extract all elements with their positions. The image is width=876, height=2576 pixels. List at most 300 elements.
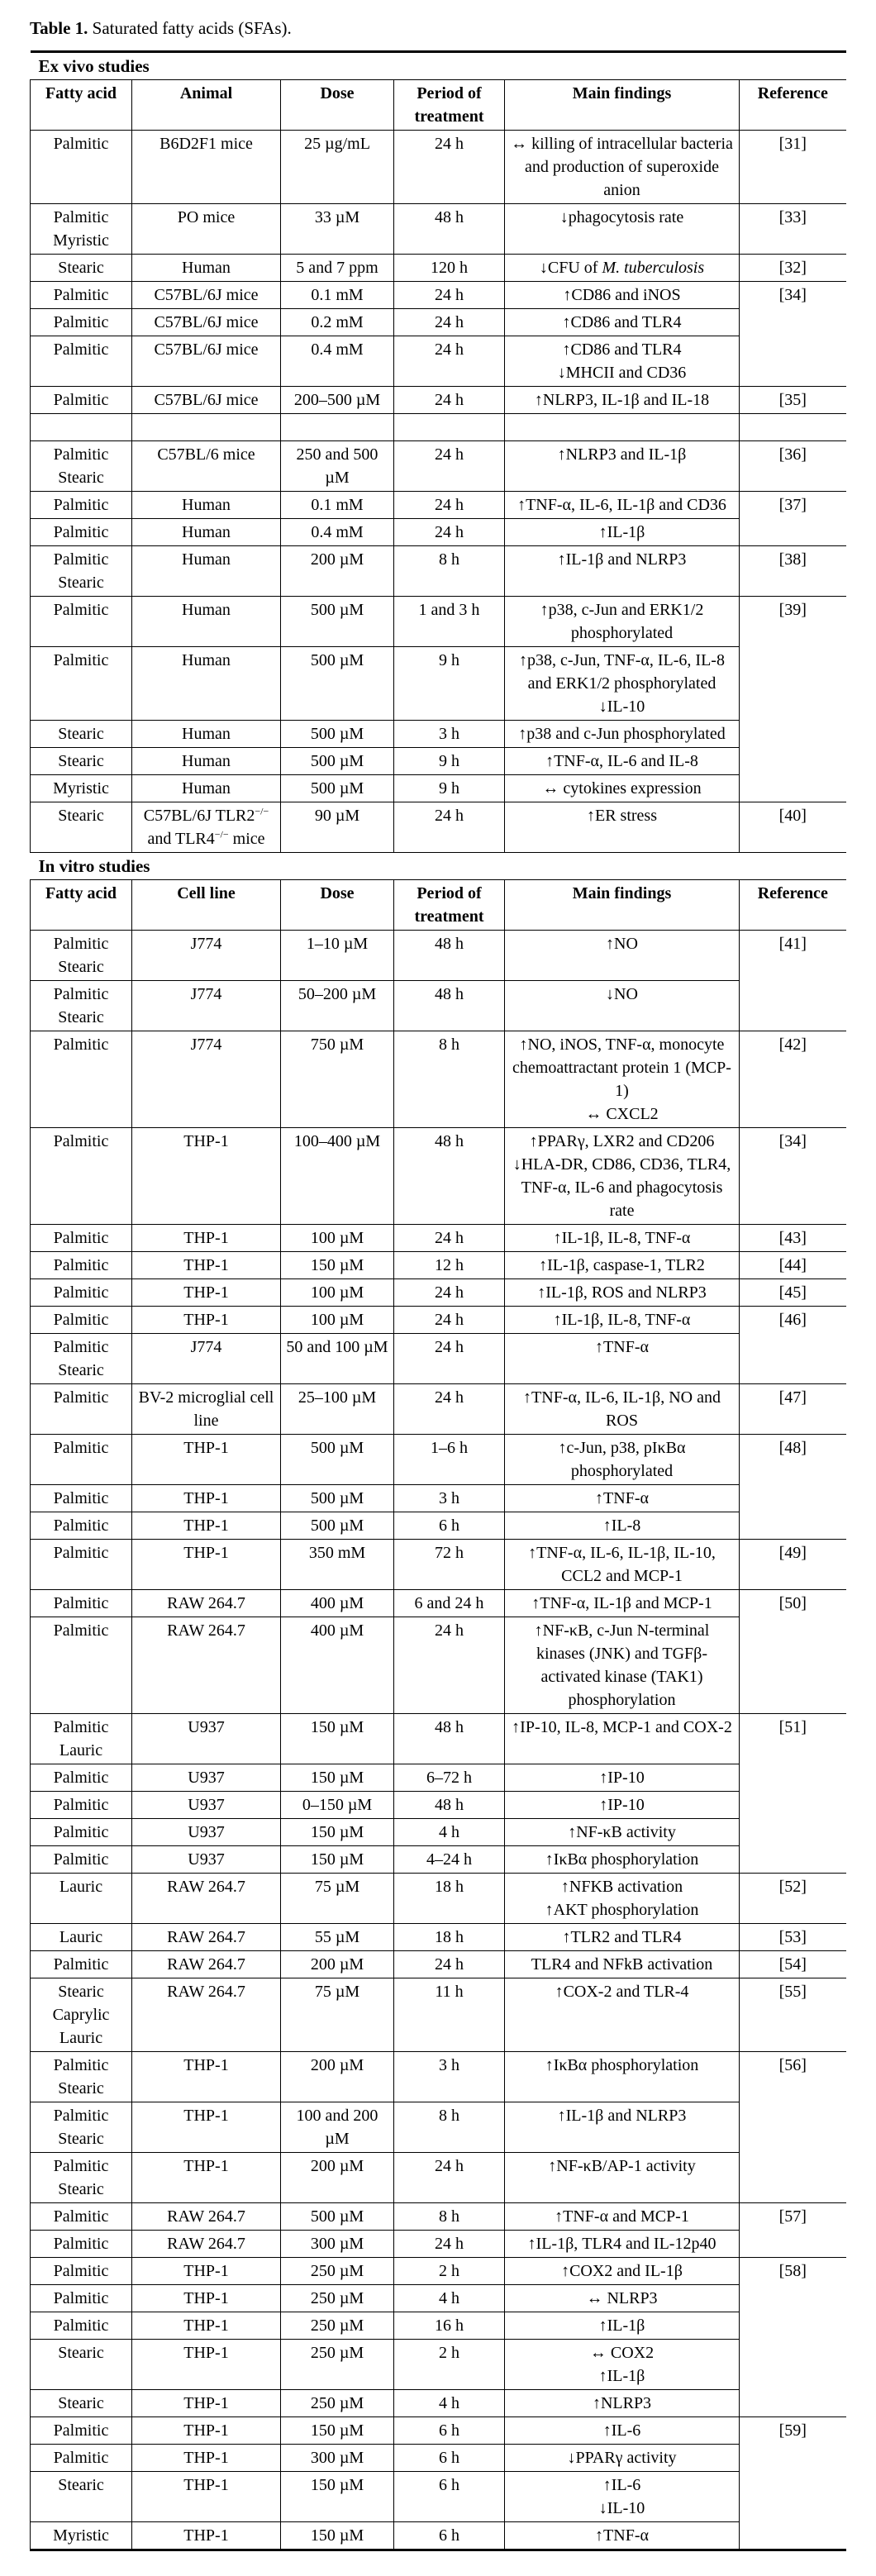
cell-fatty-acid: Palmitic bbox=[31, 2231, 132, 2258]
cell-dose: 200 µM bbox=[281, 2153, 394, 2203]
cell-subject: RAW 264.7 bbox=[132, 2203, 281, 2231]
cell-fatty-acid: Palmitic Stearic bbox=[31, 441, 132, 492]
cell-fatty-acid: Palmitic bbox=[31, 1485, 132, 1512]
cell-subject: C57BL/6J TLR2−/− and TLR4−/− mice bbox=[132, 802, 281, 853]
cell-findings: ↓PPARγ activity bbox=[505, 2445, 740, 2472]
cell-period: 6 h bbox=[394, 2472, 505, 2522]
cell-fatty-acid: Palmitic Stearic bbox=[31, 1334, 132, 1384]
table-row bbox=[31, 1617, 846, 1714]
cell-period: 9 h bbox=[394, 775, 505, 802]
cell-dose: 50–200 µM bbox=[281, 981, 394, 1031]
table-row bbox=[31, 1978, 846, 2052]
table-row bbox=[31, 255, 846, 282]
cell-dose: 150 µM bbox=[281, 1764, 394, 1792]
cell-reference: [43] bbox=[740, 1225, 846, 1252]
cell-findings: ↑IL-1β, ROS and NLRP3 bbox=[505, 1279, 740, 1307]
cell-fatty-acid: Palmitic Stearic bbox=[31, 546, 132, 597]
cell-reference: [58] bbox=[740, 2258, 846, 2417]
cell-dose: 300 µM bbox=[281, 2231, 394, 2258]
col-header-cell-line: Cell line bbox=[132, 880, 281, 931]
cell-dose: 50 and 100 µM bbox=[281, 1334, 394, 1384]
cell-subject: THP-1 bbox=[132, 2472, 281, 2522]
cell-findings: ↑TNF-α, IL-6, IL-1β, IL-10, CCL2 and MCP-1 bbox=[505, 1540, 740, 1590]
table-row bbox=[31, 2417, 846, 2445]
table-row bbox=[31, 1334, 846, 1384]
cell-fatty-acid: Stearic bbox=[31, 802, 132, 853]
cell-dose: 150 µM bbox=[281, 1714, 394, 1764]
cell-findings: ↑IL-1β bbox=[505, 519, 740, 546]
cell-fatty-acid: Palmitic bbox=[31, 1846, 132, 1874]
cell-subject: U937 bbox=[132, 1792, 281, 1819]
cell-findings: ↑TNF-α and MCP-1 bbox=[505, 2203, 740, 2231]
cell-dose: 150 µM bbox=[281, 1846, 394, 1874]
cell-reference: [55] bbox=[740, 1978, 846, 2052]
cell-subject: C57BL/6J mice bbox=[132, 336, 281, 387]
cell-period: 48 h bbox=[394, 931, 505, 981]
cell-fatty-acid: Palmitic bbox=[31, 336, 132, 387]
cell-subject: Human bbox=[132, 721, 281, 748]
table-row bbox=[31, 1540, 846, 1590]
cell-findings: ↑IP-10 bbox=[505, 1764, 740, 1792]
cell-fatty-acid: Lauric bbox=[31, 1924, 132, 1951]
cell-dose: 500 µM bbox=[281, 1485, 394, 1512]
cell-findings: ↑IL-1β and NLRP3 bbox=[505, 546, 740, 597]
cell-period: 24 h bbox=[394, 387, 505, 414]
cell-fatty-acid: Palmitic bbox=[31, 131, 132, 204]
cell-subject: THP-1 bbox=[132, 2390, 281, 2417]
cell-subject: THP-1 bbox=[132, 2258, 281, 2285]
table-row bbox=[31, 309, 846, 336]
cell-fatty-acid: Palmitic Stearic bbox=[31, 2153, 132, 2203]
cell-findings: ↑NF-κB/AP-1 activity bbox=[505, 2153, 740, 2203]
col-header-fatty-acid: Fatty acid bbox=[31, 80, 132, 131]
cell-reference: [49] bbox=[740, 1540, 846, 1590]
cell-fatty-acid: Palmitic bbox=[31, 1764, 132, 1792]
cell-period: 12 h bbox=[394, 1252, 505, 1279]
col-header-fatty-acid: Fatty acid bbox=[31, 880, 132, 931]
table-row bbox=[31, 775, 846, 802]
cell-period: 72 h bbox=[394, 1540, 505, 1590]
table-row bbox=[31, 2052, 846, 2102]
cell-subject: B6D2F1 mice bbox=[132, 131, 281, 204]
cell-dose: 500 µM bbox=[281, 721, 394, 748]
cell-subject: C57BL/6J mice bbox=[132, 387, 281, 414]
cell-dose: 25 µg/mL bbox=[281, 131, 394, 204]
cell-findings: ↑CD86 and TLR4 ↓MHCII and CD36 bbox=[505, 336, 740, 387]
table-row bbox=[31, 1792, 846, 1819]
cell-fatty-acid bbox=[31, 414, 132, 441]
cell-findings: ↑ER stress bbox=[505, 802, 740, 853]
cell-dose: 75 µM bbox=[281, 1978, 394, 2052]
cell-subject: THP-1 bbox=[132, 1435, 281, 1485]
cell-period: 18 h bbox=[394, 1874, 505, 1924]
table-row bbox=[31, 414, 846, 441]
cell-findings: TLR4 and NFkB activation bbox=[505, 1951, 740, 1978]
cell-fatty-acid: Palmitic bbox=[31, 282, 132, 309]
cell-fatty-acid: Palmitic bbox=[31, 1031, 132, 1128]
cell-period: 24 h bbox=[394, 131, 505, 204]
cell-reference: [52] bbox=[740, 1874, 846, 1924]
cell-dose: 500 µM bbox=[281, 1435, 394, 1485]
cell-reference: [34] bbox=[740, 1128, 846, 1225]
cell-subject: Human bbox=[132, 492, 281, 519]
cell-period: 1 and 3 h bbox=[394, 597, 505, 647]
cell-period: 18 h bbox=[394, 1924, 505, 1951]
cell-findings: ↓phagocytosis rate bbox=[505, 204, 740, 255]
cell-subject: Human bbox=[132, 775, 281, 802]
cell-subject: U937 bbox=[132, 1846, 281, 1874]
col-header-main-findings: Main findings bbox=[505, 80, 740, 131]
cell-dose: 0.1 mM bbox=[281, 492, 394, 519]
cell-period: 24 h bbox=[394, 441, 505, 492]
cell-period: 24 h bbox=[394, 1225, 505, 1252]
table-row bbox=[31, 1031, 846, 1128]
cell-fatty-acid: Palmitic bbox=[31, 309, 132, 336]
cell-period: 4–24 h bbox=[394, 1846, 505, 1874]
cell-subject: Human bbox=[132, 255, 281, 282]
cell-reference: [42] bbox=[740, 1031, 846, 1128]
cell-fatty-acid: Palmitic bbox=[31, 1128, 132, 1225]
cell-period bbox=[394, 414, 505, 441]
cell-period: 6 h bbox=[394, 1512, 505, 1540]
cell-period: 24 h bbox=[394, 2231, 505, 2258]
cell-fatty-acid: Palmitic bbox=[31, 1384, 132, 1435]
cell-findings: ↑IL-1β, caspase-1, TLR2 bbox=[505, 1252, 740, 1279]
cell-findings: ↑NLRP3, IL-1β and IL-18 bbox=[505, 387, 740, 414]
cell-fatty-acid: Palmitic bbox=[31, 647, 132, 721]
cell-subject: Human bbox=[132, 647, 281, 721]
cell-subject: Human bbox=[132, 748, 281, 775]
cell-fatty-acid: Palmitic Stearic bbox=[31, 981, 132, 1031]
cell-subject: THP-1 bbox=[132, 1279, 281, 1307]
table-row bbox=[31, 1714, 846, 1764]
cell-findings: ↑NF-κB activity bbox=[505, 1819, 740, 1846]
table-row bbox=[31, 1590, 846, 1617]
col-header-reference: Reference bbox=[740, 880, 846, 931]
cell-findings: ↑IL-1β bbox=[505, 2312, 740, 2340]
cell-dose: 100 µM bbox=[281, 1225, 394, 1252]
cell-dose: 200 µM bbox=[281, 546, 394, 597]
cell-findings: ↑NFKB activation ↑AKT phosphorylation bbox=[505, 1874, 740, 1924]
cell-reference: [53] bbox=[740, 1924, 846, 1951]
cell-dose: 200 µM bbox=[281, 2052, 394, 2102]
cell-period: 48 h bbox=[394, 1792, 505, 1819]
cell-findings: ↑TNF-α, IL-6, IL-1β and CD36 bbox=[505, 492, 740, 519]
cell-subject: RAW 264.7 bbox=[132, 2231, 281, 2258]
cell-fatty-acid: Palmitic bbox=[31, 2312, 132, 2340]
cell-findings: ↑NF-κB, c-Jun N-terminal kinases (JNK) and TGFβ-activated kinase (TAK1) phosphorylation bbox=[505, 1617, 740, 1714]
cell-period: 4 h bbox=[394, 2285, 505, 2312]
table-row bbox=[31, 2285, 846, 2312]
section-header-ex-vivo-studies: Ex vivo studies bbox=[31, 52, 846, 80]
cell-period: 3 h bbox=[394, 2052, 505, 2102]
cell-dose: 500 µM bbox=[281, 1512, 394, 1540]
cell-dose: 500 µM bbox=[281, 597, 394, 647]
cell-fatty-acid: Stearic bbox=[31, 748, 132, 775]
cell-dose bbox=[281, 414, 394, 441]
cell-fatty-acid: Palmitic Stearic bbox=[31, 931, 132, 981]
cell-subject: J774 bbox=[132, 1031, 281, 1128]
table-row bbox=[31, 2472, 846, 2522]
cell-period: 6 h bbox=[394, 2445, 505, 2472]
table-row bbox=[31, 1924, 846, 1951]
cell-subject: THP-1 bbox=[132, 1485, 281, 1512]
cell-fatty-acid: Stearic bbox=[31, 2390, 132, 2417]
cell-findings: ↔ cytokines expression bbox=[505, 775, 740, 802]
cell-period: 6–72 h bbox=[394, 1764, 505, 1792]
cell-findings: ↑IP-10 bbox=[505, 1792, 740, 1819]
cell-reference: [50] bbox=[740, 1590, 846, 1714]
cell-subject: RAW 264.7 bbox=[132, 1590, 281, 1617]
cell-period: 8 h bbox=[394, 1031, 505, 1128]
header-row-ex-vivo-studies bbox=[31, 80, 846, 131]
cell-findings: ↑p38, c-Jun, TNF-α, IL-6, IL-8 and ERK1/2 phosphorylated ↓IL-10 bbox=[505, 647, 740, 721]
cell-subject: Human bbox=[132, 519, 281, 546]
cell-findings: ↑TLR2 and TLR4 bbox=[505, 1924, 740, 1951]
cell-findings: ↑IκBα phosphorylation bbox=[505, 1846, 740, 1874]
cell-findings: ↑c-Jun, p38, pIκBα phosphorylated bbox=[505, 1435, 740, 1485]
table-row bbox=[31, 1485, 846, 1512]
cell-fatty-acid: Stearic Caprylic Lauric bbox=[31, 1978, 132, 2052]
cell-period: 48 h bbox=[394, 204, 505, 255]
cell-findings: ↑IL-1β, TLR4 and IL-12p40 bbox=[505, 2231, 740, 2258]
cell-subject: RAW 264.7 bbox=[132, 1924, 281, 1951]
cell-fatty-acid: Palmitic bbox=[31, 1819, 132, 1846]
cell-findings: ↓NO bbox=[505, 981, 740, 1031]
cell-fatty-acid: Palmitic bbox=[31, 1792, 132, 1819]
cell-reference: [46] bbox=[740, 1307, 846, 1384]
cell-dose: 100 µM bbox=[281, 1307, 394, 1334]
cell-period: 120 h bbox=[394, 255, 505, 282]
cell-dose: 350 mM bbox=[281, 1540, 394, 1590]
cell-period: 48 h bbox=[394, 981, 505, 1031]
cell-period: 8 h bbox=[394, 2102, 505, 2153]
cell-period: 48 h bbox=[394, 1714, 505, 1764]
section-row-ex-vivo-studies bbox=[31, 52, 846, 80]
cell-dose: 25–100 µM bbox=[281, 1384, 394, 1435]
cell-subject: C57BL/6J mice bbox=[132, 309, 281, 336]
cell-subject: C57BL/6 mice bbox=[132, 441, 281, 492]
cell-findings: ↑NLRP3 bbox=[505, 2390, 740, 2417]
table-row bbox=[31, 802, 846, 853]
cell-dose: 250 µM bbox=[281, 2390, 394, 2417]
table-row bbox=[31, 131, 846, 204]
cell-fatty-acid: Palmitic Myristic bbox=[31, 204, 132, 255]
cell-reference: [31] bbox=[740, 131, 846, 204]
cell-fatty-acid: Palmitic bbox=[31, 1512, 132, 1540]
cell-dose: 1–10 µM bbox=[281, 931, 394, 981]
cell-period: 6 h bbox=[394, 2417, 505, 2445]
cell-period: 24 h bbox=[394, 2153, 505, 2203]
cell-fatty-acid: Palmitic bbox=[31, 1252, 132, 1279]
cell-reference: [47] bbox=[740, 1384, 846, 1435]
cell-subject: RAW 264.7 bbox=[132, 1978, 281, 2052]
cell-dose: 200 µM bbox=[281, 1951, 394, 1978]
table-row bbox=[31, 2522, 846, 2550]
cell-findings bbox=[505, 414, 740, 441]
cell-findings: ↑TNF-α bbox=[505, 1334, 740, 1384]
cell-findings: ↑TNF-α, IL-6 and IL-8 bbox=[505, 748, 740, 775]
table-row bbox=[31, 1874, 846, 1924]
table-row bbox=[31, 282, 846, 309]
cell-dose: 100 µM bbox=[281, 1279, 394, 1307]
cell-period: 24 h bbox=[394, 1384, 505, 1435]
cell-fatty-acid: Palmitic bbox=[31, 1951, 132, 1978]
table-row bbox=[31, 1252, 846, 1279]
cell-findings: ↔ COX2 ↑IL-1β bbox=[505, 2340, 740, 2390]
cell-subject: Human bbox=[132, 597, 281, 647]
cell-period: 24 h bbox=[394, 1951, 505, 1978]
table-row bbox=[31, 1951, 846, 1978]
cell-reference: [51] bbox=[740, 1714, 846, 1874]
table-row bbox=[31, 2102, 846, 2153]
cell-fatty-acid: Myristic bbox=[31, 775, 132, 802]
table-row bbox=[31, 1225, 846, 1252]
cell-period: 16 h bbox=[394, 2312, 505, 2340]
cell-fatty-acid: Palmitic Stearic bbox=[31, 2052, 132, 2102]
header-row-in-vitro-studies bbox=[31, 880, 846, 931]
cell-subject: THP-1 bbox=[132, 1252, 281, 1279]
cell-reference: [38] bbox=[740, 546, 846, 597]
cell-dose: 400 µM bbox=[281, 1590, 394, 1617]
cell-reference bbox=[740, 414, 846, 441]
cell-subject: THP-1 bbox=[132, 1307, 281, 1334]
cell-subject: BV-2 microglial cell line bbox=[132, 1384, 281, 1435]
cell-reference: [40] bbox=[740, 802, 846, 853]
cell-period: 11 h bbox=[394, 1978, 505, 2052]
cell-period: 3 h bbox=[394, 1485, 505, 1512]
table-row bbox=[31, 2340, 846, 2390]
cell-subject: THP-1 bbox=[132, 2445, 281, 2472]
table-row bbox=[31, 1512, 846, 1540]
cell-fatty-acid: Palmitic bbox=[31, 1540, 132, 1590]
table-row bbox=[31, 981, 846, 1031]
table-row bbox=[31, 647, 846, 721]
section-row-in-vitro-studies bbox=[31, 853, 846, 880]
cell-fatty-acid: Palmitic bbox=[31, 1279, 132, 1307]
cell-dose: 500 µM bbox=[281, 647, 394, 721]
table-row bbox=[31, 1764, 846, 1792]
cell-subject: THP-1 bbox=[132, 2102, 281, 2153]
cell-findings: ↑NO, iNOS, TNF-α, monocyte chemoattractant protein 1 (MCP-1) ↔ CXCL2 bbox=[505, 1031, 740, 1128]
col-header-dose: Dose bbox=[281, 80, 394, 131]
cell-period: 8 h bbox=[394, 2203, 505, 2231]
cell-reference: [57] bbox=[740, 2203, 846, 2258]
cell-period: 24 h bbox=[394, 1617, 505, 1714]
cell-subject: THP-1 bbox=[132, 2312, 281, 2340]
cell-subject: THP-1 bbox=[132, 2285, 281, 2312]
cell-period: 24 h bbox=[394, 1334, 505, 1384]
cell-fatty-acid: Palmitic bbox=[31, 492, 132, 519]
cell-findings: ↑PPARγ, LXR2 and CD206 ↓HLA-DR, CD86, CD36, TLR4, TNF-α, IL-6 and phagocytosis rate bbox=[505, 1128, 740, 1225]
table-caption-text: Saturated fatty acids (SFAs). bbox=[88, 18, 292, 38]
cell-findings: ↑CD86 and TLR4 bbox=[505, 309, 740, 336]
cell-dose: 5 and 7 ppm bbox=[281, 255, 394, 282]
cell-dose: 200–500 µM bbox=[281, 387, 394, 414]
col-header-reference: Reference bbox=[740, 80, 846, 131]
col-header-period-of-treatment: Period of treatment bbox=[394, 80, 505, 131]
cell-reference: [32] bbox=[740, 255, 846, 282]
table-row bbox=[31, 1846, 846, 1874]
cell-dose: 750 µM bbox=[281, 1031, 394, 1128]
cell-dose: 300 µM bbox=[281, 2445, 394, 2472]
table-caption-label: Table 1. bbox=[30, 18, 88, 38]
cell-period: 2 h bbox=[394, 2340, 505, 2390]
table-row bbox=[31, 546, 846, 597]
cell-dose: 250 and 500 µM bbox=[281, 441, 394, 492]
cell-fatty-acid: Palmitic Lauric bbox=[31, 1714, 132, 1764]
table-row bbox=[31, 1435, 846, 1485]
cell-dose: 150 µM bbox=[281, 2472, 394, 2522]
cell-period: 24 h bbox=[394, 309, 505, 336]
cell-findings: ↑IL-6 bbox=[505, 2417, 740, 2445]
cell-period: 6 h bbox=[394, 2522, 505, 2550]
cell-fatty-acid: Stearic bbox=[31, 721, 132, 748]
cell-fatty-acid: Myristic bbox=[31, 2522, 132, 2550]
cell-subject: THP-1 bbox=[132, 2340, 281, 2390]
cell-subject: U937 bbox=[132, 1714, 281, 1764]
cell-findings: ↔ killing of intracellular bacteria and production of superoxide anion bbox=[505, 131, 740, 204]
cell-fatty-acid: Palmitic bbox=[31, 2203, 132, 2231]
cell-period: 24 h bbox=[394, 492, 505, 519]
table-row bbox=[31, 1819, 846, 1846]
cell-reference: [48] bbox=[740, 1435, 846, 1540]
cell-findings: ↑NLRP3 and IL-1β bbox=[505, 441, 740, 492]
cell-findings: ↑p38, c-Jun and ERK1/2 phosphorylated bbox=[505, 597, 740, 647]
table-row bbox=[31, 336, 846, 387]
cell-reference: [34] bbox=[740, 282, 846, 387]
cell-fatty-acid: Stearic bbox=[31, 255, 132, 282]
cell-dose: 90 µM bbox=[281, 802, 394, 853]
table-row bbox=[31, 2231, 846, 2258]
cell-dose: 150 µM bbox=[281, 2522, 394, 2550]
cell-fatty-acid: Stearic bbox=[31, 2472, 132, 2522]
cell-fatty-acid: Palmitic Stearic bbox=[31, 2102, 132, 2153]
cell-period: 4 h bbox=[394, 1819, 505, 1846]
table-row bbox=[31, 721, 846, 748]
cell-fatty-acid: Palmitic bbox=[31, 1435, 132, 1485]
col-header-animal: Animal bbox=[132, 80, 281, 131]
table-row bbox=[31, 2203, 846, 2231]
table-row bbox=[31, 2390, 846, 2417]
cell-dose: 0.4 mM bbox=[281, 336, 394, 387]
table-row bbox=[31, 1279, 846, 1307]
cell-dose: 400 µM bbox=[281, 1617, 394, 1714]
cell-fatty-acid: Stearic bbox=[31, 2340, 132, 2390]
cell-dose: 250 µM bbox=[281, 2312, 394, 2340]
cell-findings: ↑NO bbox=[505, 931, 740, 981]
cell-findings: ↑IL-1β and NLRP3 bbox=[505, 2102, 740, 2153]
cell-reference: [37] bbox=[740, 492, 846, 546]
section-header-in-vitro-studies: In vitro studies bbox=[31, 853, 846, 880]
table-row bbox=[31, 1307, 846, 1334]
cell-fatty-acid: Palmitic bbox=[31, 1617, 132, 1714]
cell-period: 24 h bbox=[394, 1279, 505, 1307]
cell-subject: THP-1 bbox=[132, 2153, 281, 2203]
cell-findings: ↑CD86 and iNOS bbox=[505, 282, 740, 309]
cell-dose: 250 µM bbox=[281, 2285, 394, 2312]
cell-dose: 150 µM bbox=[281, 1252, 394, 1279]
cell-dose: 250 µM bbox=[281, 2258, 394, 2285]
cell-period: 6 and 24 h bbox=[394, 1590, 505, 1617]
cell-dose: 0.1 mM bbox=[281, 282, 394, 309]
cell-period: 24 h bbox=[394, 282, 505, 309]
cell-dose: 75 µM bbox=[281, 1874, 394, 1924]
cell-reference: [41] bbox=[740, 931, 846, 1031]
cell-subject: PO mice bbox=[132, 204, 281, 255]
cell-subject: U937 bbox=[132, 1764, 281, 1792]
table-row bbox=[31, 204, 846, 255]
